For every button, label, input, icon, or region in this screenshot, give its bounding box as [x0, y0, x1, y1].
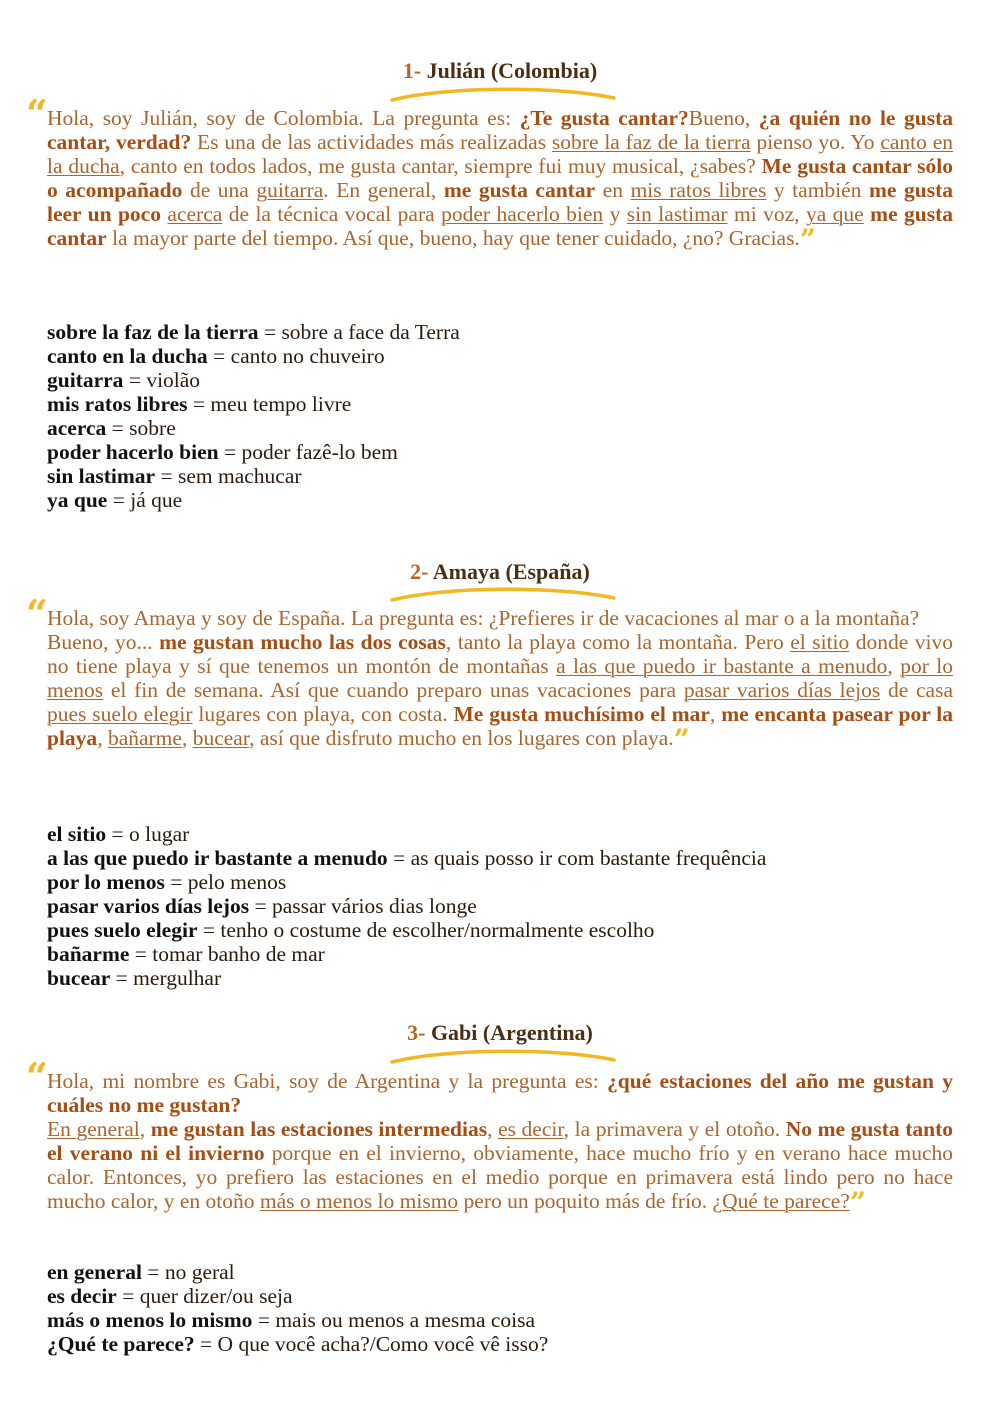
section-number: 3- — [407, 1020, 426, 1045]
bold-phrase: me gusta leer un poco — [47, 178, 954, 226]
glossary-term: ¿Qué te parece? — [47, 1332, 195, 1356]
title-swoosh-icon — [388, 582, 618, 606]
glossary-term: es decir — [47, 1284, 117, 1308]
glossary-item — [47, 1308, 967, 1332]
text-run: Bueno, — [688, 106, 759, 130]
text-run: lugares con playa, con costa. — [192, 702, 454, 726]
glossary-item — [47, 1284, 967, 1308]
glossary-definition: = meu tempo livre — [187, 392, 352, 416]
vocab-phrase: ya que — [805, 202, 864, 226]
glossary-definition: = sem machucar — [155, 464, 302, 488]
text-run: el fin de semana. Así que cuando preparo unas vacaciones para — [103, 678, 684, 702]
glossary-definition: = sobre — [106, 416, 176, 440]
glossary-definition: = mergulhar — [110, 966, 222, 990]
glossary-definition: = O que você acha?/Como você vê isso? — [194, 1332, 549, 1356]
glossary-item — [47, 416, 967, 440]
vocab-phrase: bucear — [192, 726, 250, 750]
text-run: , — [181, 726, 193, 750]
testimony-paragraph — [47, 1069, 954, 1219]
glossary-term: el sitio — [47, 822, 107, 846]
vocab-phrase: guitarra — [256, 178, 324, 202]
glossary-item — [47, 392, 967, 416]
close-quote-icon: ” — [849, 1186, 866, 1219]
text-run: y — [603, 202, 627, 226]
text-run: porque en el invierno, obviamente, hace mucho frío y en verano hace mucho calor. Entonces, yo prefiero las estaciones en el medio porque en primavera está lindo pero no hace mucho calor, y en otoño — [47, 1141, 953, 1213]
bold-phrase: me encanta pasear por la playa — [47, 702, 953, 750]
glossary-term: mis ratos libres — [47, 392, 188, 416]
vocab-phrase: pues suelo elegir — [47, 702, 193, 726]
vocab-phrase: En general — [47, 1117, 140, 1141]
glossary-definition: = poder fazê-lo bem — [218, 440, 398, 464]
open-quote-icon: “ — [26, 591, 48, 636]
glossary-term: bañarme — [47, 942, 130, 966]
glossary-item — [47, 822, 967, 846]
glossary-list — [47, 1260, 967, 1356]
section-name: Julián (Colombia) — [426, 58, 598, 83]
testimony-paragraph — [47, 106, 954, 256]
glossary-definition: = tomar banho de mar — [129, 942, 325, 966]
glossary-definition: = as quais posso ir com bastante frequência — [387, 846, 767, 870]
glossary-item — [47, 488, 967, 512]
glossary-definition: = sobre a face da Terra — [258, 320, 460, 344]
text-run: la mayor parte del tiempo. Así que, bueno, hay que tener cuidado, ¿no? Gracias. — [106, 226, 800, 250]
section-name: Gabi (Argentina) — [430, 1020, 593, 1045]
glossary-term: pasar varios días lejos — [47, 894, 250, 918]
bold-phrase: me gusta cantar — [47, 202, 954, 250]
text-run: Bueno, yo... — [47, 630, 160, 654]
glossary-term: a las que puedo ir bastante a menudo — [47, 846, 388, 870]
glossary-term: poder hacerlo bien — [47, 440, 219, 464]
glossary-term: sobre la faz de la tierra — [47, 320, 259, 344]
vocab-phrase: sin lastimar — [626, 202, 728, 226]
close-quote-icon: ” — [799, 223, 816, 256]
bold-phrase: me gustan las estaciones intermedias — [150, 1117, 488, 1141]
open-quote-icon: “ — [26, 1054, 48, 1099]
text-run: , la primavera y el otoño. — [563, 1117, 786, 1141]
glossary-item — [47, 942, 967, 966]
vocab-phrase: bañarme — [107, 726, 182, 750]
testimony-paragraph — [47, 606, 954, 756]
glossary-definition: = já que — [107, 488, 183, 512]
vocab-phrase: acerca — [167, 202, 223, 226]
glossary-item — [47, 320, 967, 344]
text-run: , tanto la playa como la montaña. Pero — [445, 630, 791, 654]
text-run: donde vivo no tiene playa y sí que tenemos un montón de montañas — [47, 630, 953, 678]
glossary-item — [47, 870, 967, 894]
bold-phrase: ¿Te gusta cantar? — [519, 106, 689, 130]
bold-phrase: me gustan mucho las dos cosas — [159, 630, 446, 654]
text-run: Hola, soy Amaya y soy de España. La pregunta es: ¿Prefieres ir de vacaciones al mar o a la montaña? — [47, 606, 920, 630]
text-run: pienso yo. Yo — [750, 130, 881, 154]
section-title — [0, 1020, 1000, 1046]
glossary-definition: = violão — [123, 368, 201, 392]
title-swoosh-icon — [388, 82, 618, 106]
glossary-definition: = canto no chuveiro — [207, 344, 385, 368]
glossary-term: guitarra — [47, 368, 124, 392]
glossary-definition: = mais ou menos a mesma coisa — [252, 1308, 536, 1332]
glossary-term: acerca — [47, 416, 107, 440]
vocab-phrase: sobre la faz de la tierra — [551, 130, 751, 154]
glossary-item — [47, 344, 967, 368]
bold-phrase: me gusta cantar — [443, 178, 596, 202]
open-quote-icon: “ — [26, 91, 48, 136]
bold-phrase: ¿a quién no le gusta cantar, verdad? — [47, 106, 953, 154]
glossary-item — [47, 368, 967, 392]
section-number: 1- — [402, 58, 422, 83]
glossary-definition: = passar vários dias longe — [249, 894, 477, 918]
bold-phrase: ¿qué estaciones del año me gustan y cuáles no me gustan? — [47, 1069, 954, 1117]
section-number: 2- — [410, 559, 429, 584]
title-swoosh-icon — [388, 1044, 618, 1068]
glossary-item — [47, 894, 967, 918]
section-name: Amaya (España) — [432, 559, 590, 584]
glossary-term: en general — [47, 1260, 142, 1284]
text-run: Hola, mi nombre es Gabi, soy de Argentina y la pregunta es: — [47, 1069, 608, 1093]
glossary-list — [47, 320, 967, 512]
glossary-item — [47, 1332, 967, 1356]
glossary-item — [47, 966, 967, 990]
text-run: , — [487, 1117, 499, 1141]
vocab-phrase: es decir — [498, 1117, 564, 1141]
text-run: mi voz, — [727, 202, 806, 226]
text-run: , — [709, 702, 722, 726]
text-run: Es una de las actividades más realizadas — [191, 130, 552, 154]
text-run: de una — [182, 178, 257, 202]
vocab-phrase: ¿Qué te parece? — [712, 1189, 850, 1213]
text-run: , — [887, 654, 901, 678]
glossary-term: por lo menos — [47, 870, 165, 894]
vocab-phrase: mis ratos libres — [630, 178, 767, 202]
bold-phrase: Me gusta cantar sólo o acompañado — [47, 154, 953, 202]
vocab-phrase: el sitio — [790, 630, 850, 654]
glossary-term: sin lastimar — [47, 464, 156, 488]
vocab-phrase: canto en la ducha — [47, 130, 954, 178]
text-run: , canto en todos lados, me gusta cantar, siempre fui muy musical, ¿sabes? — [119, 154, 762, 178]
vocab-phrase: a las que puedo ir bastante a menudo — [556, 654, 888, 678]
glossary-term: pues suelo elegir — [47, 918, 198, 942]
text-run: en — [595, 178, 631, 202]
glossary-item — [47, 918, 967, 942]
glossary-definition: = pelo menos — [164, 870, 287, 894]
glossary-list — [47, 822, 967, 990]
vocab-phrase: pasar varios días lejos — [683, 678, 881, 702]
glossary-item — [47, 846, 967, 870]
text-run: Hola, soy Julián, soy de Colombia. La pregunta es: — [47, 106, 520, 130]
text-run: , — [139, 1117, 151, 1141]
glossary-definition: = quer dizer/ou seja — [116, 1284, 293, 1308]
glossary-definition: = o lugar — [106, 822, 190, 846]
glossary-item — [47, 1260, 967, 1284]
glossary-term: bucear — [47, 966, 111, 990]
glossary-term: más o menos lo mismo — [47, 1308, 253, 1332]
vocab-phrase: por lo menos — [47, 654, 954, 702]
bold-phrase: Me gusta muchísimo el mar — [453, 702, 710, 726]
text-run: de la técnica vocal para — [222, 202, 442, 226]
section-title — [0, 58, 1000, 84]
text-run: . En general, — [323, 178, 444, 202]
glossary-definition: = tenho o costume de escolher/normalmente escolho — [197, 918, 655, 942]
text-run: pero un poquito más de frío. — [458, 1189, 713, 1213]
glossary-term: ya que — [47, 488, 108, 512]
bold-phrase: No me gusta tanto el verano ni el invierno — [47, 1117, 953, 1165]
vocab-phrase: poder hacerlo bien — [441, 202, 604, 226]
text-run: , — [97, 726, 108, 750]
glossary-definition: = no geral — [141, 1260, 235, 1284]
text-run: y también — [766, 178, 870, 202]
glossary-term: canto en la ducha — [47, 344, 208, 368]
close-quote-icon: ” — [673, 723, 690, 756]
text-run: de casa — [880, 678, 953, 702]
glossary-item — [47, 464, 967, 488]
vocab-phrase: más o menos lo mismo — [259, 1189, 459, 1213]
glossary-item — [47, 440, 967, 464]
text-run: , así que disfruto mucho en los lugares con playa. — [249, 726, 674, 750]
